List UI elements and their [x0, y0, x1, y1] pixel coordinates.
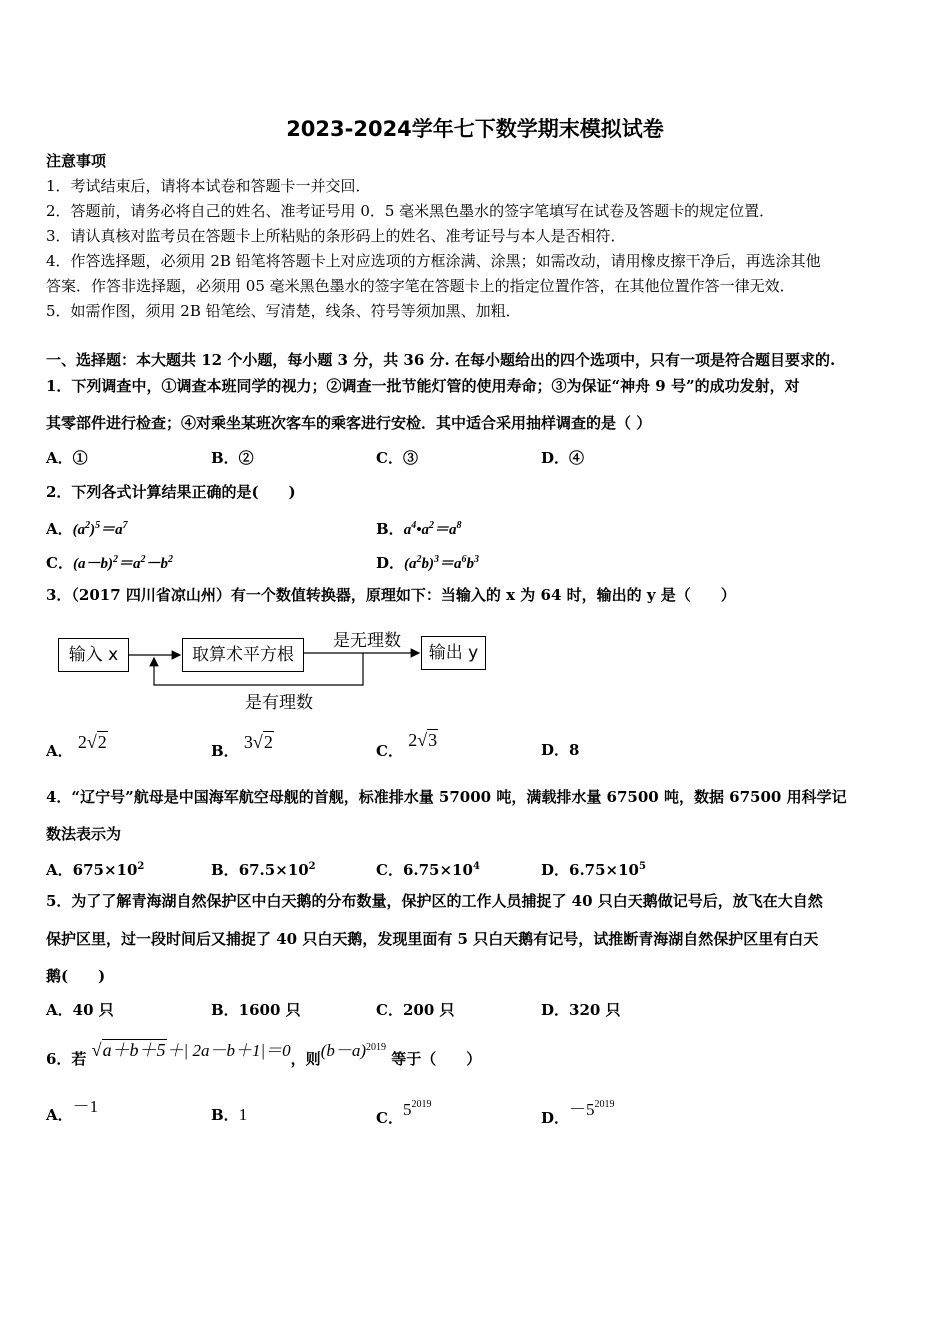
q6-prefix: 6．若: [46, 1050, 87, 1068]
q3-a-radical: 2√2: [77, 732, 107, 752]
q4-line1: 4．“辽宁号”航母是中国海军航空母舰的首舰，标准排水量 57000 吨，满载排水量 67500 吨，数据 67500 用科学记: [46, 788, 847, 806]
q4-d-base: 6.75×10: [569, 861, 639, 879]
q2-option-b: [376, 516, 461, 540]
q2-c-exp1: 2: [112, 554, 118, 565]
flow-label-irrational: 是无理数: [333, 631, 401, 651]
q2-b-label: B．: [376, 520, 404, 538]
q4-c-label: C．: [376, 861, 403, 879]
q2-a-eq: ＝a: [100, 522, 123, 538]
q2-c-label: C．: [46, 554, 73, 572]
q6-radical: √a＋b＋5: [91, 1040, 166, 1060]
q2-d-eq: ＝a: [439, 556, 462, 572]
q2-a-exp1: 2: [85, 520, 91, 531]
q2-d-exp2: 3: [434, 554, 440, 565]
q6-suffix: 等于（ ）: [391, 1050, 482, 1068]
q3-c-radical: 2√3: [408, 730, 438, 750]
q2-d-exp4: 3: [474, 554, 480, 565]
q2-b-dot: •a: [416, 522, 429, 538]
q2-d-mid: b): [421, 556, 435, 572]
q2-c-eq: ＝a: [117, 556, 141, 572]
q6-expr: (b－a): [320, 1041, 367, 1060]
q4-d-label: D．: [541, 861, 570, 879]
flow-label-rational: 是有理数: [245, 693, 313, 713]
q4-option-c: [376, 857, 480, 880]
q2-c-exp2: 2: [140, 554, 146, 565]
q4-option-b: [211, 857, 316, 880]
q4-option-d: [541, 857, 646, 880]
q1-option-d: D．④: [541, 449, 585, 467]
q5-option-b: B．1600 只: [211, 1001, 301, 1019]
q6-c-label: C．: [376, 1109, 403, 1127]
q2-c-left: (a－b): [72, 556, 113, 572]
q6-a-label: A．: [46, 1106, 73, 1124]
q3-b-label: B．: [211, 742, 239, 760]
q2-stem: 2．下列各式计算结果正确的是( ): [46, 483, 296, 501]
q3-b-radicand: 2: [263, 732, 273, 752]
q2-a-exp2: 5: [95, 520, 101, 531]
q2-d-left: (a: [404, 556, 417, 572]
q3-b-coef: 3: [243, 732, 253, 752]
notice-item-1: 1．考试结束后，请将本试卷和答题卡一并交回．: [46, 177, 371, 195]
q5-option-d: D．320 只: [541, 1001, 621, 1019]
q4-c-base: 6.75×10: [402, 861, 473, 879]
section-heading: 一、选择题：本大题共 12 个小题，每小题 3 分，共 36 分. 在每小题给出的四个选项中，只有一项是符合题目要求的.: [46, 351, 836, 369]
q6-d-exp: 2019: [594, 1099, 615, 1110]
q1-line1: 1．下列调查中，①调查本班同学的视力；②调查一批节能灯管的使用寿命；③为保证“神舟 9 号”的成功发射，对: [46, 377, 800, 395]
notice-item-2: 2．答题前，请务必将自己的姓名、准考证号用 0．5 毫米黑色墨水的签字笔填写在试卷及答题卡的规定位置．: [46, 202, 775, 220]
q6-radicand: a＋b＋5: [102, 1040, 166, 1060]
q6-d-label: D．: [541, 1109, 570, 1127]
flow-process-box: 取算术平方根: [182, 638, 304, 672]
q3-a-coef: 2: [77, 732, 87, 752]
q3-stem: 3．（2017 四川省凉山州）有一个数值转换器，原理如下：当输入的 x 为 64 时，输出的 y 是（ ）: [46, 586, 736, 604]
q4-b-base: 67.5×10: [238, 861, 309, 879]
q2-option-d: [376, 550, 479, 574]
q2-d-exp3: 6: [461, 554, 467, 565]
q3-option-c: [376, 730, 438, 761]
q1-option-b: B．②: [211, 449, 254, 467]
q2-d-label: D．: [376, 554, 405, 572]
q6-d-value: －5: [569, 1100, 595, 1119]
flow-output-box: 输出 y: [421, 636, 486, 670]
q3-d-label: D．: [541, 741, 570, 759]
q5-option-a: A．40 只: [46, 1001, 114, 1019]
q1-line2: 其零部件进行检查；④对乘坐某班次客车的乘客进行安检．其中适合采用抽样调查的是（ ）: [46, 414, 652, 432]
notice-heading: 注意事项: [46, 152, 107, 170]
q6-c-exp: 2019: [411, 1099, 432, 1110]
q3-d-value: 8: [569, 741, 580, 759]
q4-b-exp: 2: [308, 861, 316, 872]
q4-line2: 数法表示为: [46, 825, 122, 843]
notice-item-5: 5．如需作图，须用 2B 铅笔绘、写清楚，线条、符号等须加黑、加粗．: [46, 302, 521, 320]
q3-c-label: C．: [376, 742, 403, 760]
q6-a-value: －1: [72, 1097, 99, 1116]
q4-c-exp: 4: [472, 861, 480, 872]
notice-item-4: 4．作答选择题，必须用 2B 铅笔将答题卡上对应选项的方框涂满、涂黑；如需改动，请用橡皮擦干净后，再选涂其他: [46, 252, 821, 270]
q4-b-label: B．: [211, 861, 239, 879]
q6-option-b: [211, 1105, 247, 1125]
q6-c-value: 5: [402, 1100, 412, 1119]
q2-c-exp3: 2: [167, 554, 173, 565]
q2-c-tail: －b: [145, 556, 168, 572]
q3-a-radicand: 2: [97, 732, 107, 752]
q2-d-b: b: [466, 556, 475, 572]
q3-b-radical: 3√2: [243, 732, 273, 752]
q6-b-value: 1: [238, 1105, 248, 1124]
q1-option-c: C．③: [376, 449, 418, 467]
flow-input-box: 输入 x: [58, 638, 129, 672]
q2-a-mid: ): [90, 522, 96, 538]
q3-a-label: A．: [46, 742, 73, 760]
notice-item-4-cont: 答案．作答非选择题，必须用 05 毫米黑色墨水的签字笔在答题卡上的指定位置作答，在其他位置作答一律无效．: [46, 277, 795, 295]
q4-option-a: [46, 857, 144, 880]
q3-c-coef: 2: [408, 730, 418, 750]
q3-option-b: [211, 732, 274, 761]
q2-b-exp3: 8: [456, 520, 462, 531]
q5-line2: 保护区里，过一段时间后又捕捉了 40 只白天鹅，发现里面有 5 只白天鹅有记号，试推断青海湖自然保护区里有白天: [46, 930, 819, 948]
q2-d-exp1: 2: [416, 554, 422, 565]
q6-abs: ＋| 2a－b＋1|＝0: [166, 1041, 291, 1060]
notice-item-3: 3．请认真核对监考员在答题卡上所粘贴的条形码上的姓名、准考证号与本人是否相符．: [46, 227, 626, 245]
q2-b-exp1: 4: [411, 520, 417, 531]
q6-b-label: B．: [211, 1106, 239, 1124]
q6-stem: [46, 1040, 482, 1069]
q2-b-exp2: 2: [428, 520, 434, 531]
q6-option-c: [376, 1099, 432, 1128]
q6-then: ，则: [290, 1050, 321, 1068]
q6-option-a: [46, 1097, 99, 1125]
q4-d-exp: 5: [639, 861, 646, 872]
q4-a-base: 675×10: [72, 861, 138, 879]
q2-b-base: a: [403, 522, 412, 538]
q6-option-d: [541, 1099, 615, 1128]
q2-a-base: (a: [72, 522, 86, 538]
q4-a-exp: 2: [137, 861, 145, 872]
q2-b-eq: ＝a: [433, 522, 457, 538]
q4-a-label: A．: [46, 861, 73, 879]
q1-option-a: A．①: [46, 449, 88, 467]
q6-exp: 2019: [366, 1042, 387, 1053]
q3-option-d: [541, 740, 579, 760]
q2-option-a: [46, 516, 128, 540]
q2-option-c: [46, 550, 173, 574]
q5-line1: 5．为了了解青海湖自然保护区中白天鹅的分布数量，保护区的工作人员捕捉了 40 只白天鹅做记号后，放飞在大自然: [46, 892, 823, 910]
page-title: 2023-2024学年七下数学期末模拟试卷: [286, 117, 664, 141]
q5-line3: 鹅( ): [46, 967, 106, 985]
q2-a-label: A．: [46, 520, 73, 538]
q5-option-c: C．200 只: [376, 1001, 455, 1019]
q3-option-a: [46, 732, 108, 761]
q2-a-exp3: 7: [122, 520, 128, 531]
q3-c-radicand: 3: [428, 730, 438, 750]
